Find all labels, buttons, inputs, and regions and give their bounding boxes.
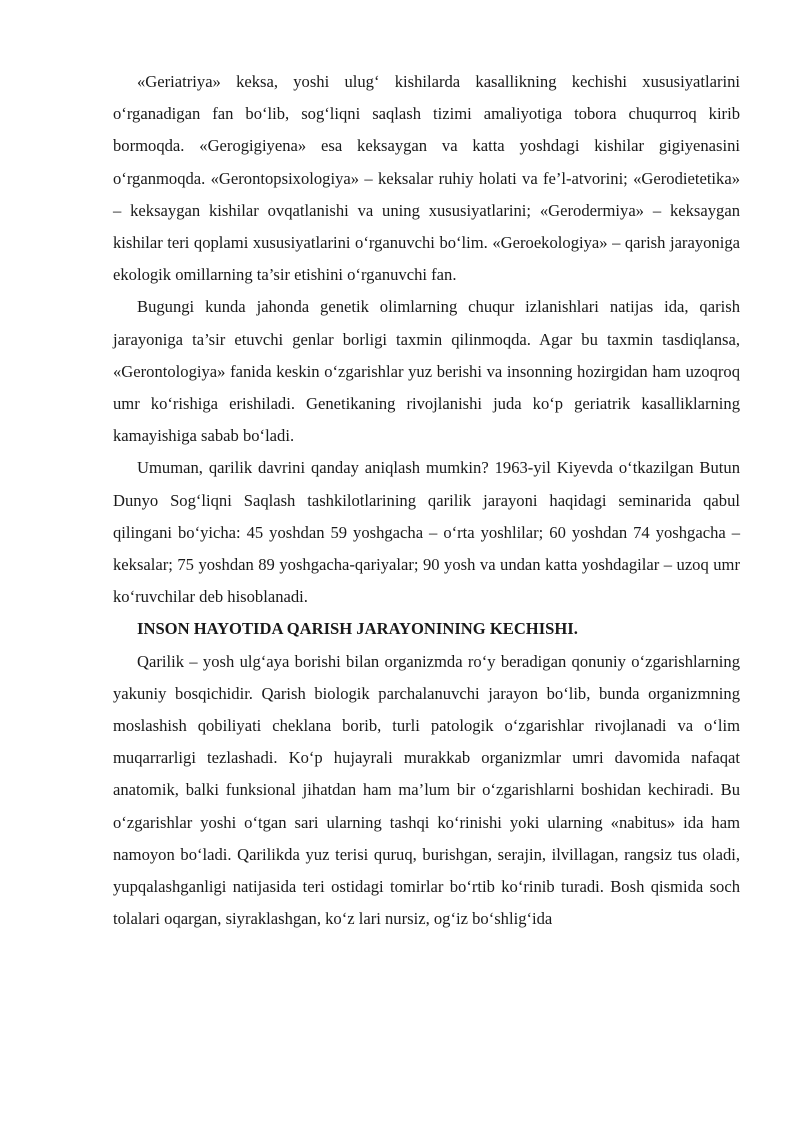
paragraph-aging-process: Qarilik – yosh ulg‘aya borishi bilan organizmda ro‘y beradigan qonuniy o‘zgarishlarning yakuniy bosqichidir. Qarish biologik parchalanuvchi jarayon bo‘lib, bunda organizmning moslashish qobiliyati cheklana borib, turli patologik o‘zgarishlar rivojlanadi va o‘lim muqarrarligi tezlashadi. Ko‘p hujayrali murakkab organizmlar umri davomida nafaqat anatomik, balki funksional jihatdan ham ma’lum bir o‘zgarishlarni boshidan kechiradi. Bu o‘zgarishlar yoshi o‘tgan sari ularning tashqi ko‘rinishi yoki ularning «nabitus» ida ham namoyon bo‘ladi. Qarilikda yuz terisi quruq, burishgan, serajin, ilvillagan, rangsiz tus oladi, yupqalashganligi natijasida teri ostidagi tomirlar bo‘rtib ko‘rinib turadi. Bosh qismida soch tolalari oqargan, siyraklashgan, ko‘z lari nursiz, og‘iz bo‘shlig‘ida [113,651,740,929]
section-heading: INSON HAYOTIDA QARISH JARAYONINING KECHISHI. [137,619,578,639]
paragraph-age-classification: Umuman, qarilik davrini qanday aniqlash mumkin? 1963-yil Kiyevda o‘tkazilgan Butun Dunyo Sog‘liqni Saqlash tashkilotlarining qarilik jarayoni haqidagi seminarida qabul qilingani bo‘yicha: 45 yoshdan 59 yoshgacha – o‘rta yoshlilar; 60 yoshdan 74 yoshgacha – keksalar; 75 yoshdan 89 yoshgacha-qariyalar; 90 yosh va undan katta yoshdagilar – uzoq umr ko‘ruvchilar deb hisoblanadi. [113,458,740,607]
paragraph-geriatrics-disciplines: «Geriatriya» keksa, yoshi ulug‘ kishilarda kasallikning kechishi xususiyatlarini o‘rganadigan fan bo‘lib, sog‘liqni saqlash tizimi amaliyotiga tobora chuqurroq kirib bormoqda. «Gerogigiyena» esa keksaygan va katta yoshdagi kishilar gigiyenasini o‘rganmoqda. «Gerontopsixologiya» – keksalar ruhiy holati va fe’l-atvorini; «Gerodietetika» – keksaygan kishilar ovqatlanishi va uning xususiyatlarini; «Gerodermiya» – keksaygan kishilar teri qoplami xususiyatlarini o‘rganuvchi bo‘lim. «Geroekologiya» – qarish jarayoniga ekologik omillarning ta’sir etishini o‘rganuvchi fan. [113,72,740,285]
document-page [113,66,740,935]
paragraph-genetic-research: Bugungi kunda jahonda genetik olimlarning chuqur izlanishlari natijas ida, qarish jarayoniga ta’sir etuvchi genlar borligi taxmin qilinmoqda. Agar bu taxmin tasdiqlansa, «Gerontologiya» fanida keskin o‘zgarishlar yuz berishi va insonning hozirgidan ham uzoqroq umr ko‘rishiga erishiladi. Genetikaning rivojlanishi juda ko‘p geriatrik kasalliklarning kamayishiga sabab bo‘ladi. [113,297,740,446]
